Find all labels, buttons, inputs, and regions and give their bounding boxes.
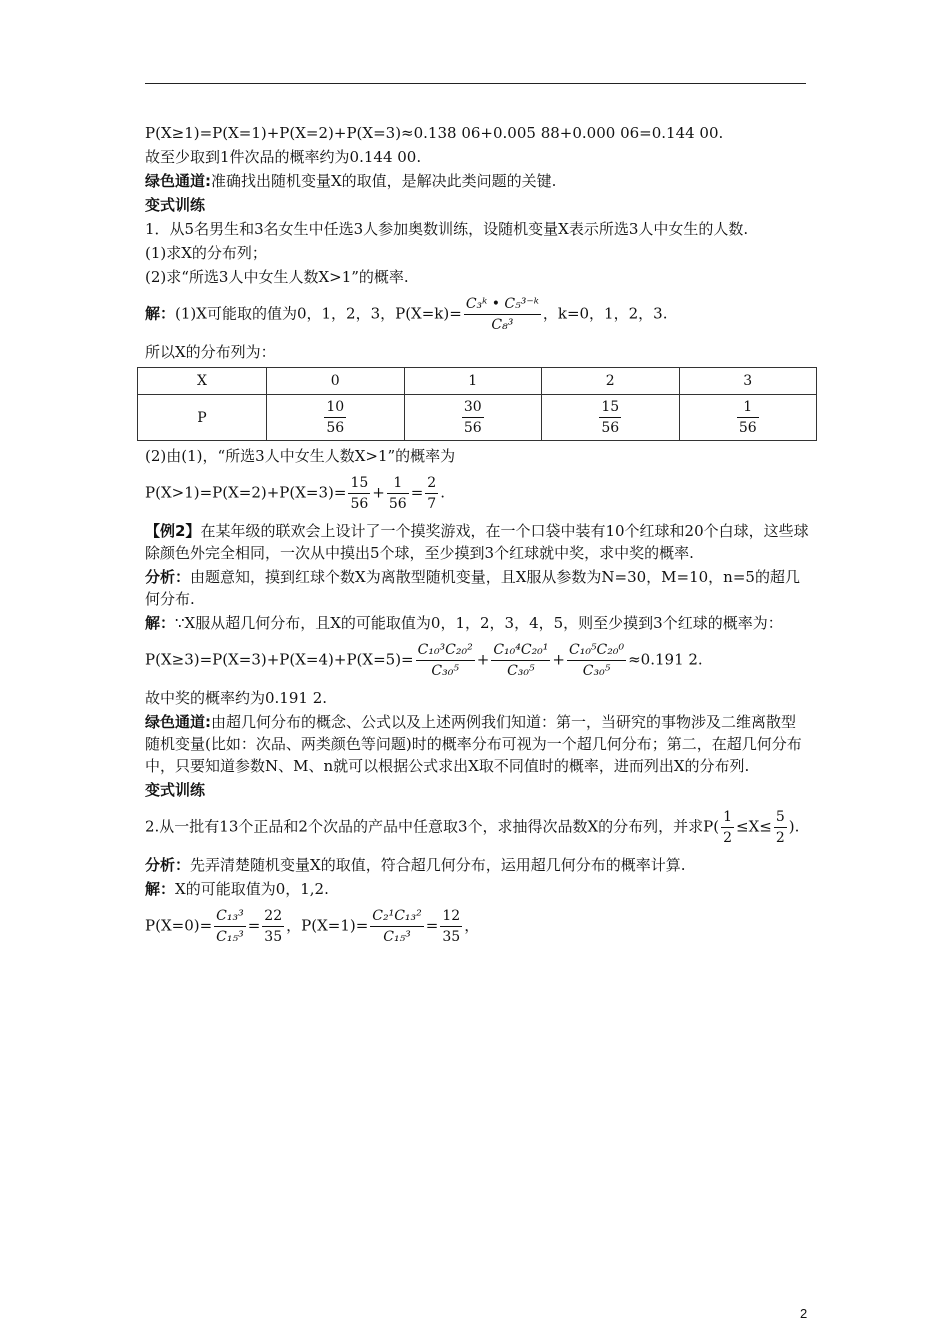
fraction — [324, 397, 346, 438]
fraction — [462, 397, 484, 438]
fraction-numerator: C₁₀⁵C₂₀⁰ — [567, 640, 626, 661]
text-span: ≤X≤ — [736, 817, 772, 836]
label-solution: 解： — [145, 614, 176, 632]
text-line: 所以X的分布列为： — [145, 343, 276, 361]
fraction — [214, 906, 246, 947]
text-span: 在某年级的联欢会上设计了一个摸奖游戏，在一个口袋中装有10个红球和20个白球，这些球除颜色外完全相同，一次从中摸出5个球，至少摸到3个红球就中奖，求中奖的概率. — [145, 522, 809, 562]
formula-fraction — [464, 294, 541, 335]
table-row — [138, 395, 817, 441]
fraction-denominator: 2 — [775, 830, 785, 846]
fraction-numerator: 30 — [462, 397, 484, 418]
fraction-numerator: C₁₃³ — [214, 906, 246, 927]
label-green-channel: 绿色通道: — [145, 713, 211, 731]
solution-line — [145, 878, 810, 900]
fraction-denominator: 35 — [264, 929, 283, 945]
fraction — [737, 397, 759, 438]
fraction — [567, 640, 626, 681]
label-analysis: 分析： — [145, 568, 191, 586]
fraction — [416, 640, 475, 681]
solution-line — [145, 612, 810, 634]
table-cell: 3 — [679, 368, 817, 395]
fraction — [721, 807, 734, 848]
fraction — [370, 906, 424, 947]
fraction-denominator: C₁₅³ — [383, 929, 411, 945]
text-span: ∵X服从超几何分布，且X的可能取值为0，1，2，3，4，5，则至少摸到3个红球的概率为： — [175, 614, 783, 632]
fraction-numerator: 1 — [387, 473, 409, 494]
text-span: 由题意知，摸到红球个数X为离散型随机变量，且X服从参数为N=30，M=10，n=5的超几何分布. — [145, 568, 800, 608]
problem-1: 1．从5名男生和3名女生中任选3人参加奥数训练，设随机变量X表示所选3人中女生的人数. — [145, 220, 749, 238]
fraction — [491, 640, 550, 681]
fraction — [440, 906, 462, 947]
fraction-denominator: 56 — [601, 420, 620, 436]
text-span: ， — [464, 916, 480, 935]
text-span: 2.从一批有13个正品和2个次品的产品中任意取3个，求抽得次品数X的分布列，并求P( — [145, 817, 720, 836]
text-line: (1)求X的分布列； — [145, 244, 267, 262]
table-cell: 2 — [542, 368, 680, 395]
fraction — [774, 807, 787, 848]
formula-line: P(X≥3)=P(X=3)+P(X=4)+P(X=5)= $\frac{\text{C₁₀³C₂₀²}}{\text{C₃₀⁵}}$ + $\frac{\text{C₁₀⁴C₂₀¹}}{\text{C₃₀⁵}}$ + $\frac{\text{C₁₀⁵C₂₀⁰}}{\text{C₃₀⁵}}$ ≈0.191 2. — [145, 642, 703, 679]
table-cell — [267, 395, 405, 441]
fraction-numerator: C₂¹C₁₃² — [370, 906, 424, 927]
text-span: X的可能取值为0，1,2. — [175, 880, 329, 898]
fraction-denominator: C₁₅³ — [216, 929, 244, 945]
fraction-numerator: 15 — [599, 397, 621, 418]
fraction-numerator: C₁₀³C₂₀² — [416, 640, 475, 661]
label-solution: 解： — [145, 880, 176, 898]
analysis-line — [145, 566, 810, 610]
table-row — [138, 368, 817, 395]
fraction-numerator: 10 — [324, 397, 346, 418]
header-rule — [145, 83, 806, 84]
example-2 — [145, 520, 810, 564]
fraction-denominator: 56 — [388, 496, 407, 512]
text-line: 故中奖的概率约为0.191 2. — [145, 689, 328, 707]
fraction-numerator: 2 — [425, 473, 438, 494]
label-solution: 解： — [145, 304, 176, 323]
label-green-channel: 绿色通道: — [145, 172, 211, 190]
distribution-table — [137, 367, 817, 441]
fraction — [599, 397, 621, 438]
fraction-numerator: 22 — [262, 906, 284, 927]
text-span: ，k=0，1，2，3. — [542, 304, 668, 323]
fraction-numerator: 5 — [774, 807, 787, 828]
text-span: P(X≥3)=P(X=3)+P(X=4)+P(X=5)= — [145, 650, 414, 669]
table-cell: 1 — [404, 368, 542, 395]
fraction-numerator: 12 — [440, 906, 462, 927]
text-line: 故至少取到1件次品的概率约为0.144 00. — [145, 148, 422, 166]
fraction-numerator: C₁₀⁴C₂₀¹ — [491, 640, 550, 661]
table-cell — [404, 395, 542, 441]
formula-line: P(X>1)=P(X=2)+P(X=3)= $\frac{15}{56}$ + $\frac{1}{56}$ = $\frac{2}{7}$ . — [145, 475, 445, 512]
text-span: P(X>1)=P(X=2)+P(X=3)= — [145, 483, 347, 502]
section-heading: 变式训练 — [145, 196, 206, 214]
table-cell: P — [138, 395, 267, 441]
text-span: ). — [788, 817, 800, 836]
text-span: ≈0.191 2. — [628, 650, 703, 669]
solution-line — [145, 294, 810, 335]
table-cell — [542, 395, 680, 441]
fraction — [348, 473, 370, 514]
table-cell: 0 — [267, 368, 405, 395]
problem-2 — [145, 807, 810, 848]
label-analysis: 分析： — [145, 856, 191, 874]
page-number: 2 — [800, 1306, 808, 1321]
fraction-denominator: C₈³ — [491, 317, 514, 333]
formula-line: P(X=0)= $\frac{\text{C₁₃³}}{\text{C₁₅³}}$ = $\frac{22}{35}$ ，P(X=1)= $\frac{\text{C₂¹C₁₃²}}{\text{C₁₅³}}$ = $\frac{12}{35}$ ， — [145, 908, 480, 945]
fraction — [387, 473, 409, 514]
green-channel-2 — [145, 711, 810, 777]
fraction-denominator: 56 — [738, 420, 757, 436]
fraction-numerator: 15 — [348, 473, 370, 494]
fraction-denominator: 2 — [723, 830, 733, 846]
table-cell: X — [138, 368, 267, 395]
page-content — [145, 122, 810, 953]
fraction-denominator: C₃₀⁵ — [431, 663, 459, 679]
fraction-denominator: C₃₀⁵ — [582, 663, 611, 679]
section-heading: 变式训练 — [145, 781, 206, 799]
text-line: P(X≥1)=P(X=1)+P(X=2)+P(X=3)≈0.138 06+0.005 88+0.000 06=0.144 00. — [145, 124, 724, 142]
analysis-line — [145, 854, 810, 876]
table-cell — [679, 395, 817, 441]
fraction-numerator: 1 — [721, 807, 734, 828]
fraction-denominator: C₃₀⁵ — [507, 663, 535, 679]
fraction-denominator: 56 — [350, 496, 369, 512]
text-line: (2)求“所选3人中女生人数X>1”的概率. — [145, 268, 409, 286]
text-span: P(X=0)= — [145, 916, 213, 935]
fraction-denominator: 35 — [442, 929, 461, 945]
fraction-numerator: C₃ᵏ • C₅³⁻ᵏ — [464, 294, 541, 315]
text-span: ，P(X=1)= — [286, 916, 369, 935]
fraction — [425, 473, 438, 514]
text-span: 准确找出随机变量X的取值，是解决此类问题的关键. — [211, 172, 557, 190]
fraction-denominator: 56 — [326, 420, 345, 436]
fraction — [262, 906, 284, 947]
text-span: (1)X可能取的值为0，1，2，3，P(X=k)= — [175, 304, 462, 323]
label-example: 【例2】 — [145, 522, 201, 540]
text-line: (2)由(1)，“所选3人中女生人数X>1”的概率为 — [145, 447, 456, 465]
text-span: 先弄清楚随机变量X的取值，符合超几何分布，运用超几何分布的概率计算. — [190, 856, 686, 874]
text-span: 由超几何分布的概念、公式以及上述两例我们知道：第一，当研究的事物涉及二维离散型随机变量(比如：次品、两类颜色等问题)时的概率分布可视为一个超几何分布；第二，在超几何分布中，只要知道参数N、M、n就可以根据公式求出X取不同值时的概率，进而列出X的分布列. — [145, 713, 802, 775]
fraction-denominator: 7 — [427, 496, 437, 512]
text-line — [145, 170, 810, 192]
fraction-denominator: 56 — [463, 420, 482, 436]
fraction-numerator: 1 — [737, 397, 759, 418]
